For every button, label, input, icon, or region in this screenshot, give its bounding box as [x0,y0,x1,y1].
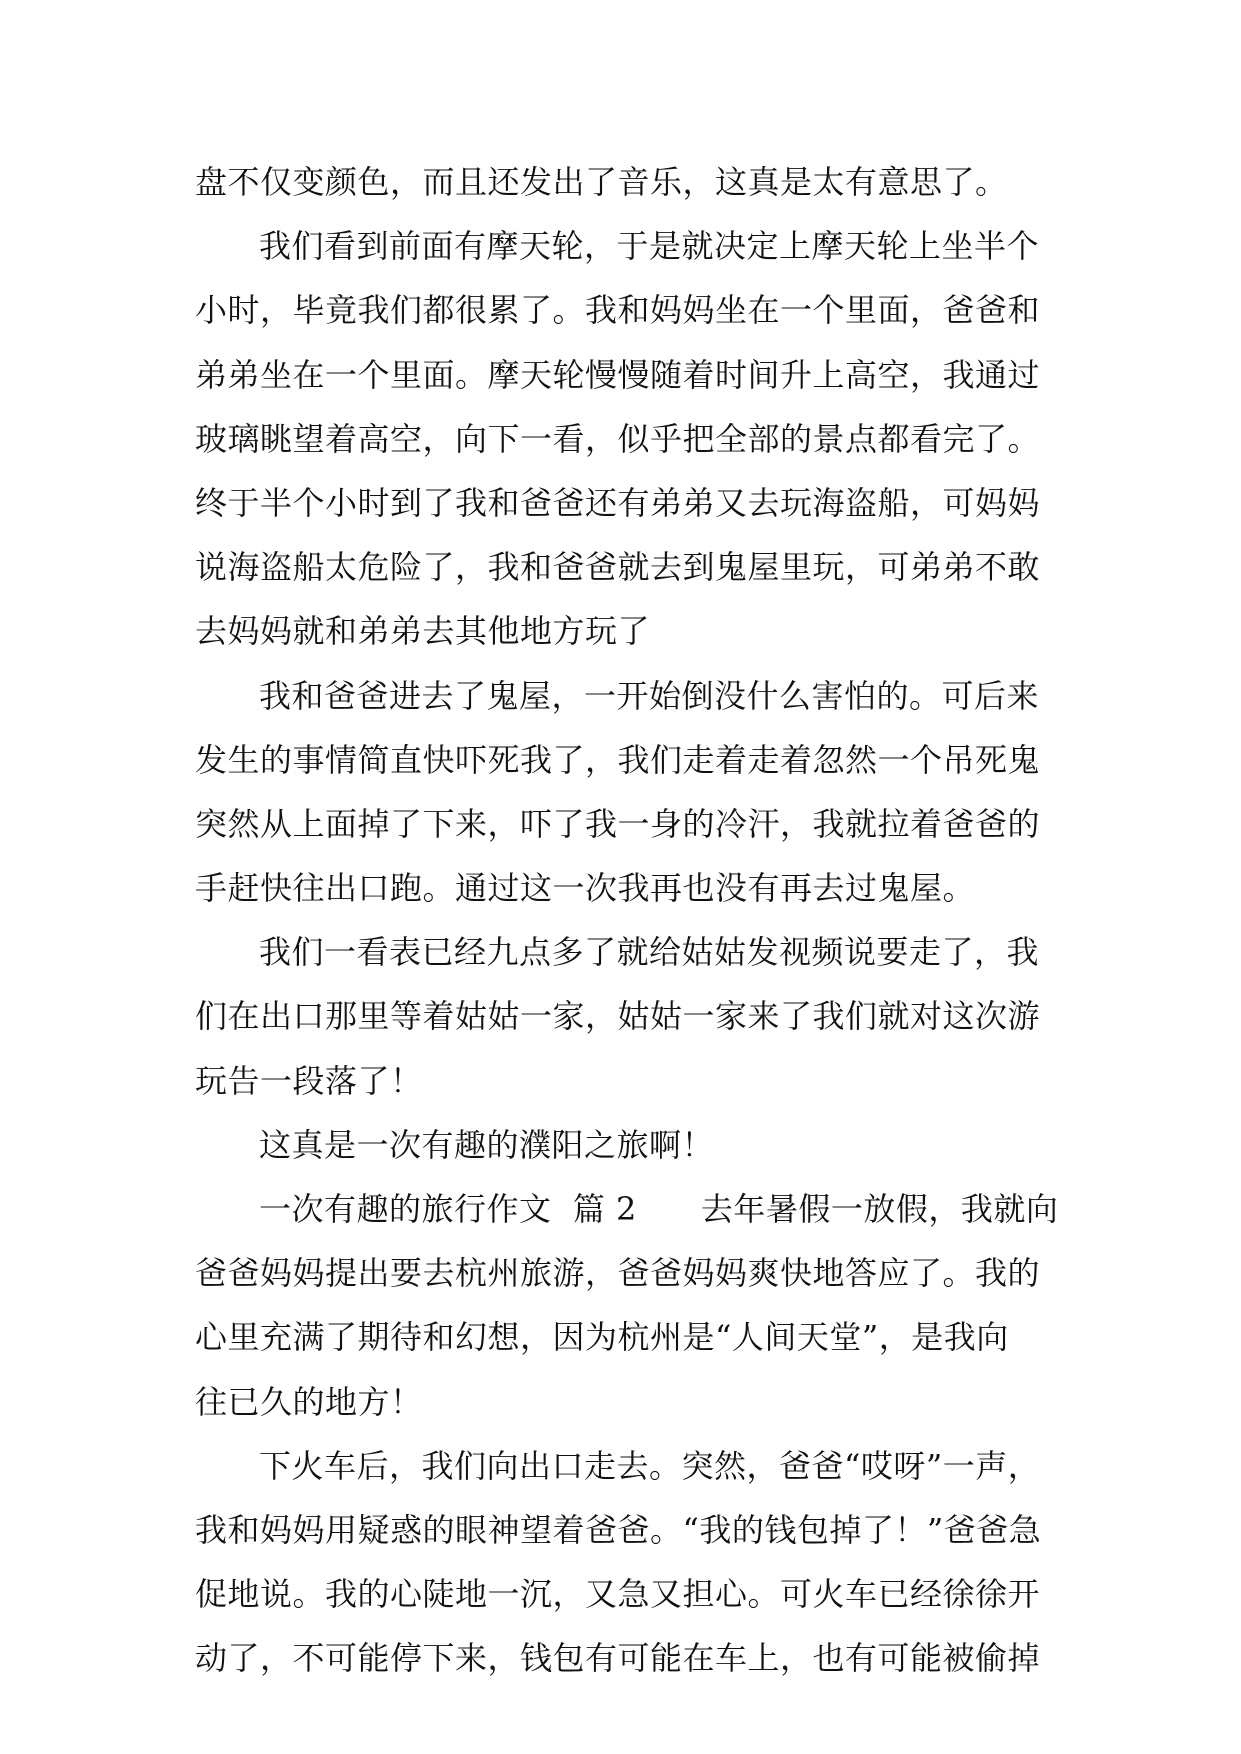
text-line: 爸爸妈妈提出要去杭州旅游，爸爸妈妈爽快地答应了。我的 [195,1254,1041,1293]
text-line: 发生的事情简直快吓死我了，我们走着走着忽然一个吊死鬼 [195,740,1041,779]
text-line: 说海盗船太危险了，我和爸爸就去到鬼屋里玩，可弟弟不敢 [195,548,1041,587]
text-line: 我和爸爸进去了鬼屋，一开始倒没什么害怕的。可后来 [259,676,1040,715]
text-line: 我们看到前面有摩天轮，于是就决定上摩天轮上坐半个 [259,227,1040,266]
text-line: 促地说。我的心陡地一沉，又急又担心。可火车已经徐徐开 [195,1575,1041,1614]
text-line: 往已久的地方！ [195,1382,423,1421]
document-body [195,150,1059,1691]
text-line: 去妈妈就和弟弟去其他地方玩了 [195,612,651,651]
text-line: 弟弟坐在一个里面。摩天轮慢慢随着时间升上高空，我通过 [195,355,1041,394]
text-line: 玩告一段落了！ [195,1061,423,1100]
text-line: 小时，毕竟我们都很累了。我和妈妈坐在一个里面，爸爸和 [195,291,1041,330]
text-line: 终于半个小时到了我和爸爸还有弟弟又去玩海盗船，可妈妈 [195,483,1041,522]
text-line: 心里充满了期待和幻想，因为杭州是“人间天堂”，是我向 [195,1318,1009,1357]
section-heading-line: 一次有趣的旅行作文 篇 2 去年暑假一放假，我就向 [259,1190,1059,1228]
text-line: 这真是一次有趣的濮阳之旅啊！ [259,1125,715,1164]
text-line: 我们一看表已经九点多了就给姑姑发视频说要走了，我 [259,933,1040,972]
text-line: 下火车后，我们向出口走去。突然，爸爸“哎呀”一声， [259,1446,1041,1485]
text-line: 突然从上面掉了下来，吓了我一身的冷汗，我就拉着爸爸的 [195,804,1041,843]
text-line: 玻璃眺望着高空，向下一看，似乎把全部的景点都看完了。 [195,419,1041,458]
text-line: 我和妈妈用疑惑的眼神望着爸爸。“我的钱包掉了！”爸爸急 [195,1510,1042,1549]
text-line: 动了，不可能停下来，钱包有可能在车上，也有可能被偷掉 [195,1639,1041,1678]
text-line: 盘不仅变颜色，而且还发出了音乐，这真是太有意思了。 [195,163,1008,201]
text-line: 们在出口那里等着姑姑一家，姑姑一家来了我们就对这次游 [195,997,1041,1036]
text-line: 手赶快往出口跑。通过这一次我再也没有再去过鬼屋。 [195,869,976,908]
